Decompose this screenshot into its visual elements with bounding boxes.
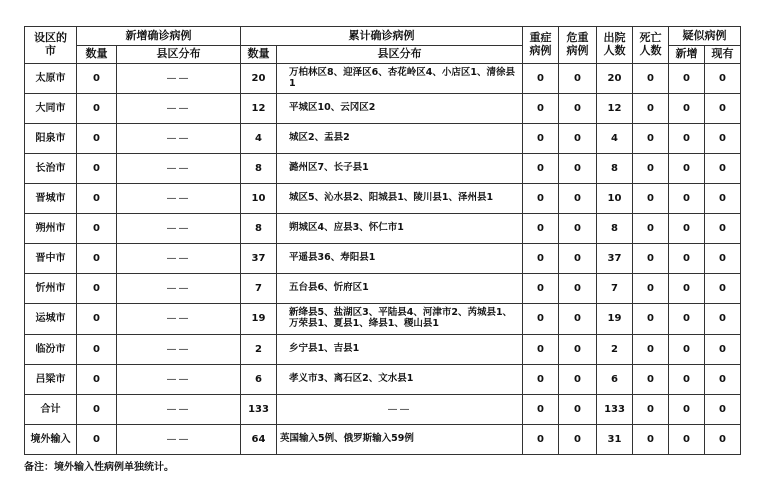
table-row [25,365,741,395]
critical-count: 0 [559,94,597,124]
cum-distribution: 五台县6、忻府区1 [277,274,523,304]
critical-count: 0 [559,244,597,274]
suspected-new-count: 0 [669,154,705,184]
deaths-count: 0 [633,335,669,365]
severe-count: 0 [523,274,559,304]
suspected-current-count: 0 [705,124,741,154]
new-distribution: —— [117,124,241,154]
city-name: 临汾市 [25,335,77,365]
suspected-current-count: 0 [705,94,741,124]
critical-count: 0 [559,335,597,365]
new-count: 0 [77,244,117,274]
total-critical: 0 [559,395,597,425]
cum-distribution: 万柏林区8、迎泽区6、杏花岭区4、小店区1、清徐县1 [277,64,523,94]
suspected-current-count: 0 [705,304,741,335]
total-discharged: 133 [597,395,633,425]
severe-count: 0 [523,124,559,154]
new-distribution: —— [117,274,241,304]
severe-count: 0 [523,94,559,124]
discharged-count: 19 [597,304,633,335]
deaths-count: 0 [633,244,669,274]
new-distribution: —— [117,64,241,94]
total-cum-distribution: —— [277,395,523,425]
total-suspected-new: 0 [669,395,705,425]
cum-distribution: 城区2、盂县2 [277,124,523,154]
critical-count: 0 [559,304,597,335]
suspected-current-count: 0 [705,274,741,304]
critical-count: 0 [559,184,597,214]
table-row [25,154,741,184]
new-distribution: —— [117,154,241,184]
deaths-count: 0 [633,64,669,94]
city-name: 朔州市 [25,214,77,244]
table-body [25,64,741,455]
deaths-count: 0 [633,94,669,124]
discharged-count: 8 [597,154,633,184]
statistics-table-container [24,26,740,455]
severe-count: 0 [523,335,559,365]
header-city: 设区的 市 [25,27,77,64]
suspected-new-count: 0 [669,214,705,244]
total-label: 合计 [25,395,77,425]
city-name: 运城市 [25,304,77,335]
table-row [25,335,741,365]
table-row [25,244,741,274]
overseas-discharged: 31 [597,425,633,455]
table-row [25,64,741,94]
header-deaths: 死亡 人数 [633,27,669,64]
header-cum-distribution: 县区分布 [277,46,523,64]
discharged-count: 20 [597,64,633,94]
city-name: 大同市 [25,94,77,124]
table-row [25,274,741,304]
header-suspected: 疑似病例 [669,27,741,46]
new-distribution: —— [117,365,241,395]
header-suspected-current: 现有 [705,46,741,64]
new-distribution: —— [117,94,241,124]
suspected-current-count: 0 [705,184,741,214]
overseas-new-count: 0 [77,425,117,455]
suspected-new-count: 0 [669,64,705,94]
cum-count: 8 [241,214,277,244]
discharged-count: 12 [597,94,633,124]
discharged-count: 6 [597,365,633,395]
table-row [25,304,741,335]
city-name: 长治市 [25,154,77,184]
suspected-current-count: 0 [705,244,741,274]
cum-distribution: 朔城区4、应县3、怀仁市1 [277,214,523,244]
new-count: 0 [77,124,117,154]
new-count: 0 [77,304,117,335]
discharged-count: 4 [597,124,633,154]
critical-count: 0 [559,365,597,395]
new-distribution: —— [117,304,241,335]
overseas-deaths: 0 [633,425,669,455]
cum-count: 4 [241,124,277,154]
suspected-new-count: 0 [669,124,705,154]
overseas-suspected-new: 0 [669,425,705,455]
table-row [25,124,741,154]
cum-distribution: 乡宁县1、吉县1 [277,335,523,365]
total-new-count: 0 [77,395,117,425]
discharged-count: 8 [597,214,633,244]
severe-count: 0 [523,365,559,395]
cum-count: 6 [241,365,277,395]
cum-distribution: 城区5、沁水县2、阳城县1、陵川县1、泽州县1 [277,184,523,214]
total-new-distribution: —— [117,395,241,425]
new-count: 0 [77,214,117,244]
new-distribution: —— [117,335,241,365]
table-row [25,184,741,214]
total-suspected-current: 0 [705,395,741,425]
new-distribution: —— [117,214,241,244]
new-count: 0 [77,335,117,365]
cum-count: 20 [241,64,277,94]
deaths-count: 0 [633,184,669,214]
discharged-count: 10 [597,184,633,214]
suspected-new-count: 0 [669,94,705,124]
severe-count: 0 [523,64,559,94]
total-severe: 0 [523,395,559,425]
suspected-new-count: 0 [669,365,705,395]
new-count: 0 [77,184,117,214]
cum-count: 8 [241,154,277,184]
header-discharged: 出院 人数 [597,27,633,64]
cum-count: 12 [241,94,277,124]
new-count: 0 [77,94,117,124]
header-suspected-new: 新增 [669,46,705,64]
header-cumulative: 累计确诊病例 [241,27,523,46]
cum-count: 37 [241,244,277,274]
city-name: 阳泉市 [25,124,77,154]
suspected-new-count: 0 [669,304,705,335]
city-name: 晋城市 [25,184,77,214]
deaths-count: 0 [633,154,669,184]
new-distribution: —— [117,184,241,214]
cum-count: 2 [241,335,277,365]
critical-count: 0 [559,274,597,304]
new-count: 0 [77,64,117,94]
discharged-count: 37 [597,244,633,274]
suspected-new-count: 0 [669,335,705,365]
deaths-count: 0 [633,274,669,304]
cum-count: 19 [241,304,277,335]
suspected-current-count: 0 [705,64,741,94]
suspected-current-count: 0 [705,335,741,365]
cum-distribution: 新绛县5、盐湖区3、平陆县4、河津市2、芮城县1、万荣县1、夏县1、绛县1、稷山县1 [277,304,523,335]
city-name: 太原市 [25,64,77,94]
suspected-current-count: 0 [705,365,741,395]
city-name: 忻州市 [25,274,77,304]
severe-count: 0 [523,304,559,335]
cum-distribution: 平城区10、云冈区2 [277,94,523,124]
critical-count: 0 [559,64,597,94]
deaths-count: 0 [633,304,669,335]
suspected-new-count: 0 [669,244,705,274]
overseas-new-distribution: —— [117,425,241,455]
severe-count: 0 [523,214,559,244]
city-name: 吕梁市 [25,365,77,395]
header-new-distribution: 县区分布 [117,46,241,64]
critical-count: 0 [559,124,597,154]
footnote: 备注：境外输入性病例单独统计。 [24,462,174,473]
critical-count: 0 [559,214,597,244]
new-count: 0 [77,274,117,304]
deaths-count: 0 [633,365,669,395]
header-new-cases: 新增确诊病例 [77,27,241,46]
table-row [25,214,741,244]
severe-count: 0 [523,154,559,184]
header-cum-count: 数量 [241,46,277,64]
total-row [25,395,741,425]
overseas-suspected-current: 0 [705,425,741,455]
overseas-row [25,425,741,455]
cum-count: 10 [241,184,277,214]
severe-count: 0 [523,184,559,214]
total-cum-count: 133 [241,395,277,425]
discharged-count: 7 [597,274,633,304]
overseas-cum-count: 64 [241,425,277,455]
deaths-count: 0 [633,124,669,154]
total-deaths: 0 [633,395,669,425]
cum-count: 7 [241,274,277,304]
table-row [25,94,741,124]
covid-statistics-table [24,26,741,455]
overseas-severe: 0 [523,425,559,455]
cum-distribution: 平遥县36、寿阳县1 [277,244,523,274]
header-new-count: 数量 [77,46,117,64]
cum-distribution: 潞州区7、长子县1 [277,154,523,184]
header-severe: 重症 病例 [523,27,559,64]
new-count: 0 [77,154,117,184]
city-name: 晋中市 [25,244,77,274]
suspected-new-count: 0 [669,184,705,214]
header-critical: 危重 病例 [559,27,597,64]
overseas-critical: 0 [559,425,597,455]
overseas-cum-distribution: 英国输入5例、俄罗斯输入59例 [277,425,523,455]
new-count: 0 [77,365,117,395]
suspected-current-count: 0 [705,214,741,244]
deaths-count: 0 [633,214,669,244]
critical-count: 0 [559,154,597,184]
new-distribution: —— [117,244,241,274]
overseas-label: 境外输入 [25,425,77,455]
severe-count: 0 [523,244,559,274]
suspected-new-count: 0 [669,274,705,304]
discharged-count: 2 [597,335,633,365]
suspected-current-count: 0 [705,154,741,184]
cum-distribution: 孝义市3、离石区2、文水县1 [277,365,523,395]
